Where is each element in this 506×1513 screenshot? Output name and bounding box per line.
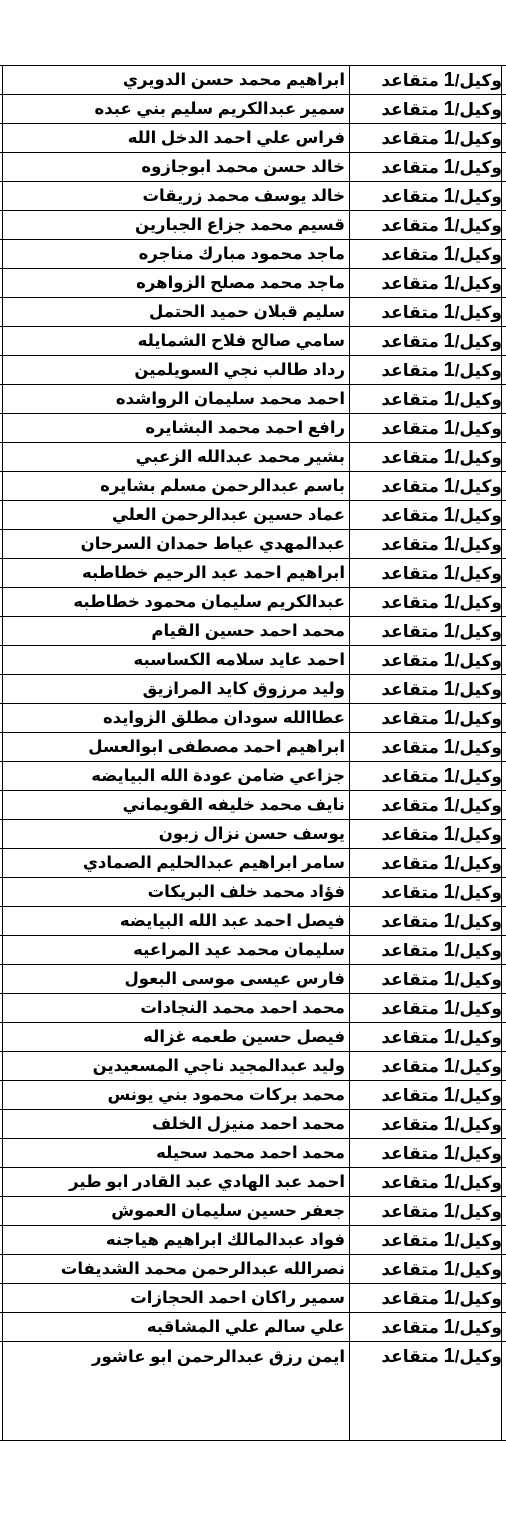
rank-prefix: وكيل/ <box>454 99 502 119</box>
rank-prefix: وكيل/ <box>454 128 502 148</box>
rank-number: 1 <box>443 126 455 149</box>
rank-status: متقاعد <box>381 998 444 1018</box>
rank-prefix: وكيل/ <box>454 1114 502 1134</box>
person-name: احمد عايد سلامه الكساسبه <box>133 651 345 669</box>
rank-number: 1 <box>443 1170 455 1193</box>
table-row <box>0 153 506 182</box>
table-row <box>0 472 506 501</box>
table-row <box>0 356 506 385</box>
rank-cell <box>352 504 506 527</box>
rank-number: 1 <box>443 938 455 961</box>
table-row <box>0 1313 506 1342</box>
table-row <box>0 1197 506 1226</box>
table-row <box>0 66 506 95</box>
person-name: نصرالله عبدالرحمن محمد الشديفات <box>60 1260 345 1278</box>
rank-status: متقاعد <box>381 824 444 844</box>
rank-prefix: وكيل/ <box>454 186 502 206</box>
person-name: خالد حسن محمد ابوجازوه <box>141 158 345 176</box>
person-name: رافع احمد محمد البشايره <box>145 419 345 437</box>
rank-number: 1 <box>443 735 455 758</box>
rank-number: 1 <box>443 619 455 642</box>
rank-prefix: وكيل/ <box>454 534 502 554</box>
table-row <box>0 559 506 588</box>
rank-number: 1 <box>443 474 455 497</box>
rank-prefix: وكيل/ <box>454 1172 502 1192</box>
rank-status: متقاعد <box>381 1230 444 1250</box>
rank-cell <box>352 185 506 208</box>
rank-prefix: وكيل/ <box>454 1085 502 1105</box>
rank-cell <box>352 562 506 585</box>
rank-number: 1 <box>443 532 455 555</box>
rank-prefix: وكيل/ <box>454 1259 502 1279</box>
rank-status: متقاعد <box>381 766 444 786</box>
rank-status: متقاعد <box>381 853 444 873</box>
rank-status: متقاعد <box>381 1114 444 1134</box>
rank-number: 1 <box>443 909 455 932</box>
rank-prefix: وكيل/ <box>454 505 502 525</box>
rank-prefix: وكيل/ <box>454 592 502 612</box>
person-name: يوسف حسن نزال زبون <box>158 825 345 843</box>
table-row <box>0 1081 506 1110</box>
rank-number: 1 <box>443 851 455 874</box>
rank-prefix: وكيل/ <box>454 157 502 177</box>
person-name: محمد بركات محمود بني يونس <box>107 1086 345 1104</box>
rank-prefix: وكيل/ <box>454 476 502 496</box>
person-name: نايف محمد خليفه القويماني <box>122 796 345 814</box>
rank-status: متقاعد <box>381 795 444 815</box>
rank-number: 1 <box>443 1054 455 1077</box>
rank-status: متقاعد <box>381 911 444 931</box>
rank-prefix: وكيل/ <box>454 1027 502 1047</box>
table-row <box>0 1342 506 1371</box>
table-row <box>0 124 506 153</box>
rank-status: متقاعد <box>381 360 444 380</box>
rank-prefix: وكيل/ <box>454 244 502 264</box>
person-name: سامر ابراهيم عبدالحليم الصمادي <box>82 854 345 872</box>
rank-status: متقاعد <box>381 708 444 728</box>
rank-prefix: وكيل/ <box>454 911 502 931</box>
table-row <box>0 646 506 675</box>
rank-cell <box>352 881 506 904</box>
table-row <box>0 298 506 327</box>
rank-number: 1 <box>443 996 455 1019</box>
table-row <box>0 385 506 414</box>
person-name: محمد احمد محمد النجادات <box>140 999 345 1017</box>
rank-status: متقاعد <box>381 882 444 902</box>
table-row <box>0 1226 506 1255</box>
person-name: وليد عبدالمجيد ناجي المسعيدين <box>92 1057 345 1075</box>
rank-status: متقاعد <box>381 302 444 322</box>
table-row <box>0 182 506 211</box>
rank-number: 1 <box>443 155 455 178</box>
rank-number: 1 <box>443 300 455 323</box>
rank-status: متقاعد <box>381 331 444 351</box>
table-row <box>0 617 506 646</box>
rank-prefix: وكيل/ <box>454 1143 502 1163</box>
rank-prefix: وكيل/ <box>454 273 502 293</box>
rank-cell <box>352 1316 506 1339</box>
rank-number: 1 <box>443 880 455 903</box>
rank-cell <box>352 243 506 266</box>
rank-status: متقاعد <box>381 563 444 583</box>
rank-cell <box>352 910 506 933</box>
person-name: فارس عيسى موسى البعول <box>124 970 345 988</box>
table-row <box>0 1023 506 1052</box>
rank-cell <box>352 417 506 440</box>
rank-cell <box>352 1287 506 1310</box>
rank-cell <box>352 475 506 498</box>
rank-status: متقاعد <box>381 534 444 554</box>
rank-status: متقاعد <box>381 679 444 699</box>
rank-number: 1 <box>443 387 455 410</box>
person-name: خالد يوسف محمد زريقات <box>142 187 345 205</box>
person-name: سليمان محمد عيد المراعيه <box>133 941 345 959</box>
rank-prefix: وكيل/ <box>454 1347 502 1366</box>
rank-status: متقاعد <box>381 1172 444 1192</box>
table-row <box>0 849 506 878</box>
rank-cell <box>352 127 506 150</box>
table-row <box>0 269 506 298</box>
rank-status: متقاعد <box>381 418 444 438</box>
person-name: سليم قبلان حميد الحتمل <box>148 303 345 321</box>
rank-number: 1 <box>443 1345 455 1367</box>
table-row <box>0 95 506 124</box>
rank-number: 1 <box>443 1199 455 1222</box>
rank-cell <box>352 678 506 701</box>
rank-cell <box>352 272 506 295</box>
rank-cell <box>352 98 506 121</box>
person-name: ايمن رزق عبدالرحمن ابو عاشور <box>91 1347 345 1366</box>
rank-prefix: وكيل/ <box>454 70 502 90</box>
rank-number: 1 <box>443 677 455 700</box>
rank-cell <box>352 620 506 643</box>
table-row <box>0 936 506 965</box>
person-name: علي سالم علي المشاقبه <box>146 1318 345 1336</box>
rank-number: 1 <box>443 271 455 294</box>
rank-cell <box>352 1055 506 1078</box>
rank-cell <box>352 997 506 1020</box>
rank-status: متقاعد <box>381 650 444 670</box>
table-row <box>0 733 506 762</box>
rank-cell <box>352 330 506 353</box>
rank-number: 1 <box>443 213 455 236</box>
table-row <box>0 704 506 733</box>
rank-cell <box>352 765 506 788</box>
rank-number: 1 <box>443 590 455 613</box>
rank-status: متقاعد <box>381 1317 444 1337</box>
rank-number: 1 <box>443 561 455 584</box>
rank-status: متقاعد <box>381 1347 444 1366</box>
rank-cell <box>352 1113 506 1136</box>
person-name: فؤاد محمد خلف البريكات <box>147 883 345 901</box>
table-row <box>0 762 506 791</box>
rank-status: متقاعد <box>381 1259 444 1279</box>
rank-status: متقاعد <box>381 1201 444 1221</box>
rank-cell <box>352 1084 506 1107</box>
rank-cell <box>352 736 506 759</box>
table-row <box>0 820 506 849</box>
rank-prefix: وكيل/ <box>454 621 502 641</box>
table-row <box>0 501 506 530</box>
rank-cell <box>352 214 506 237</box>
person-name: سمير عبدالكريم سليم بني عبده <box>94 100 345 118</box>
rank-number: 1 <box>443 358 455 381</box>
rank-prefix: وكيل/ <box>454 1230 502 1250</box>
rank-number: 1 <box>443 967 455 990</box>
rank-number: 1 <box>443 445 455 468</box>
person-name: وليد مرزوق كايد المرازيق <box>142 680 345 698</box>
rank-prefix: وكيل/ <box>454 650 502 670</box>
rank-number: 1 <box>443 1141 455 1164</box>
rank-status: متقاعد <box>381 621 444 641</box>
rank-status: متقاعد <box>381 1085 444 1105</box>
rank-number: 1 <box>443 242 455 265</box>
person-name: فيصل احمد عبد الله البيايضه <box>119 912 345 930</box>
rank-number: 1 <box>443 1286 455 1309</box>
rank-cell <box>352 1258 506 1281</box>
rank-prefix: وكيل/ <box>454 737 502 757</box>
rank-cell <box>352 794 506 817</box>
person-name: احمد عبد الهادي عبد القادر ابو طير <box>69 1173 345 1191</box>
rank-number: 1 <box>443 793 455 816</box>
person-name: محمد احمد منيزل الخلف <box>152 1115 345 1133</box>
table-row <box>0 675 506 704</box>
rank-prefix: وكيل/ <box>454 679 502 699</box>
rank-prefix: وكيل/ <box>454 563 502 583</box>
table-row <box>0 414 506 443</box>
rank-number: 1 <box>443 184 455 207</box>
rank-number: 1 <box>443 706 455 729</box>
rank-prefix: وكيل/ <box>454 331 502 351</box>
rank-number: 1 <box>443 648 455 671</box>
person-name: فواد عبدالمالك ابراهيم هياجنه <box>105 1231 345 1249</box>
person-name: ماجد محمود مبارك مناجره <box>138 245 345 263</box>
person-name: ابراهيم محمد حسن الدويري <box>122 71 345 89</box>
person-name: فراس علي احمد الدخل الله <box>127 129 345 147</box>
table-row <box>0 1168 506 1197</box>
table-row <box>0 211 506 240</box>
rank-prefix: وكيل/ <box>454 882 502 902</box>
person-name: سمير راكان احمد الحجازات <box>130 1289 345 1307</box>
rank-status: متقاعد <box>381 99 444 119</box>
person-name: قسيم محمد جزاع الجبارين <box>134 216 345 234</box>
rank-prefix: وكيل/ <box>454 1201 502 1221</box>
rank-status: متقاعد <box>381 592 444 612</box>
rank-number: 1 <box>443 1112 455 1135</box>
rank-cell <box>352 591 506 614</box>
rank-number: 1 <box>443 1025 455 1048</box>
rank-prefix: وكيل/ <box>454 389 502 409</box>
table-row <box>0 1255 506 1284</box>
table-row <box>0 1139 506 1168</box>
rank-status: متقاعد <box>381 244 444 264</box>
person-name: عطاالله سودان مطلق الزوايده <box>102 709 345 727</box>
rank-cell <box>352 301 506 324</box>
rank-status: متقاعد <box>381 1027 444 1047</box>
rank-status: متقاعد <box>381 128 444 148</box>
table-row <box>0 1284 506 1313</box>
rank-prefix: وكيل/ <box>454 998 502 1018</box>
rank-cell <box>352 1200 506 1223</box>
person-name: جعفر حسين سليمان العموش <box>111 1202 345 1220</box>
rank-number: 1 <box>443 764 455 787</box>
rank-prefix: وكيل/ <box>454 302 502 322</box>
rank-status: متقاعد <box>381 505 444 525</box>
table-row <box>0 443 506 472</box>
person-name: بشير محمد عبدالله الزعبي <box>135 448 345 466</box>
rank-cell <box>352 533 506 556</box>
person-name: جزاعي ضامن عودة الله البيايضه <box>91 767 345 785</box>
rank-cell <box>352 1142 506 1165</box>
rank-status: متقاعد <box>381 273 444 293</box>
rank-status: متقاعد <box>381 389 444 409</box>
rank-status: متقاعد <box>381 186 444 206</box>
rank-cell <box>352 69 506 92</box>
rank-cell <box>352 359 506 382</box>
rank-number: 1 <box>443 97 455 120</box>
rank-status: متقاعد <box>381 1288 444 1308</box>
person-name: فيصل حسين طعمه غزاله <box>143 1028 345 1046</box>
person-name: ابراهيم احمد مصطفى ابوالعسل <box>88 738 345 756</box>
rank-number: 1 <box>443 1083 455 1106</box>
rank-cell <box>352 852 506 875</box>
rank-status: متقاعد <box>381 969 444 989</box>
rank-number: 1 <box>443 503 455 526</box>
rank-status: متقاعد <box>381 1056 444 1076</box>
rank-prefix: وكيل/ <box>454 824 502 844</box>
rank-prefix: وكيل/ <box>454 360 502 380</box>
rank-prefix: وكيل/ <box>454 418 502 438</box>
person-name: ماجد محمد مصلح الزواهره <box>136 274 345 292</box>
rank-cell <box>352 939 506 962</box>
person-name: باسم عبدالرحمن مسلم بشايره <box>100 477 345 495</box>
rank-prefix: وكيل/ <box>454 853 502 873</box>
person-name: ابراهيم احمد عبد الرحيم خطاطبه <box>81 564 345 582</box>
rank-number: 1 <box>443 1228 455 1251</box>
rank-cell <box>352 968 506 991</box>
rank-cell <box>352 1345 506 1368</box>
rank-cell <box>352 446 506 469</box>
rank-cell <box>352 388 506 411</box>
table-row <box>0 907 506 936</box>
table-row <box>0 240 506 269</box>
table-row <box>0 1052 506 1081</box>
person-name: احمد محمد سليمان الرواشده <box>115 390 345 408</box>
table-row <box>0 791 506 820</box>
rank-prefix: وكيل/ <box>454 1056 502 1076</box>
rank-prefix: وكيل/ <box>454 708 502 728</box>
rank-cell <box>352 156 506 179</box>
rank-cell <box>352 823 506 846</box>
rank-status: متقاعد <box>381 940 444 960</box>
table-row <box>0 1110 506 1139</box>
rank-prefix: وكيل/ <box>454 766 502 786</box>
rank-cell <box>352 649 506 672</box>
rank-cell <box>352 1026 506 1049</box>
table-row <box>0 588 506 617</box>
rank-number: 1 <box>443 68 455 91</box>
person-name: محمد احمد محمد سحيله <box>156 1144 345 1162</box>
person-name: محمد احمد حسين القيام <box>151 622 345 640</box>
person-name: رداد طالب نجي السويلمين <box>134 361 345 379</box>
person-name: سامي صالح فلاح الشمايله <box>137 332 345 350</box>
personnel-table <box>0 66 506 1371</box>
rank-status: متقاعد <box>381 476 444 496</box>
rank-prefix: وكيل/ <box>454 795 502 815</box>
person-name: عبدالكريم سليمان محمود خطاطبه <box>73 593 345 611</box>
rank-prefix: وكيل/ <box>454 969 502 989</box>
table-row <box>0 965 506 994</box>
person-name: عبدالمهدي عياط حمدان السرحان <box>80 535 345 553</box>
table-row <box>0 327 506 356</box>
rank-number: 1 <box>443 1315 455 1338</box>
rank-prefix: وكيل/ <box>454 940 502 960</box>
rank-status: متقاعد <box>381 737 444 757</box>
rank-status: متقاعد <box>381 447 444 467</box>
rank-prefix: وكيل/ <box>454 1317 502 1337</box>
person-name: عماد حسين عبدالرحمن العلي <box>111 506 345 524</box>
rank-prefix: وكيل/ <box>454 215 502 235</box>
rank-number: 1 <box>443 329 455 352</box>
rank-status: متقاعد <box>381 157 444 177</box>
table-row <box>0 530 506 559</box>
rank-status: متقاعد <box>381 70 444 90</box>
table-row <box>0 878 506 907</box>
rank-prefix: وكيل/ <box>454 447 502 467</box>
rank-status: متقاعد <box>381 215 444 235</box>
rank-cell <box>352 707 506 730</box>
rank-number: 1 <box>443 822 455 845</box>
rank-number: 1 <box>443 416 455 439</box>
rank-number: 1 <box>443 1257 455 1280</box>
rank-cell <box>352 1171 506 1194</box>
table-row <box>0 994 506 1023</box>
rank-prefix: وكيل/ <box>454 1288 502 1308</box>
rank-cell <box>352 1229 506 1252</box>
rank-status: متقاعد <box>381 1143 444 1163</box>
